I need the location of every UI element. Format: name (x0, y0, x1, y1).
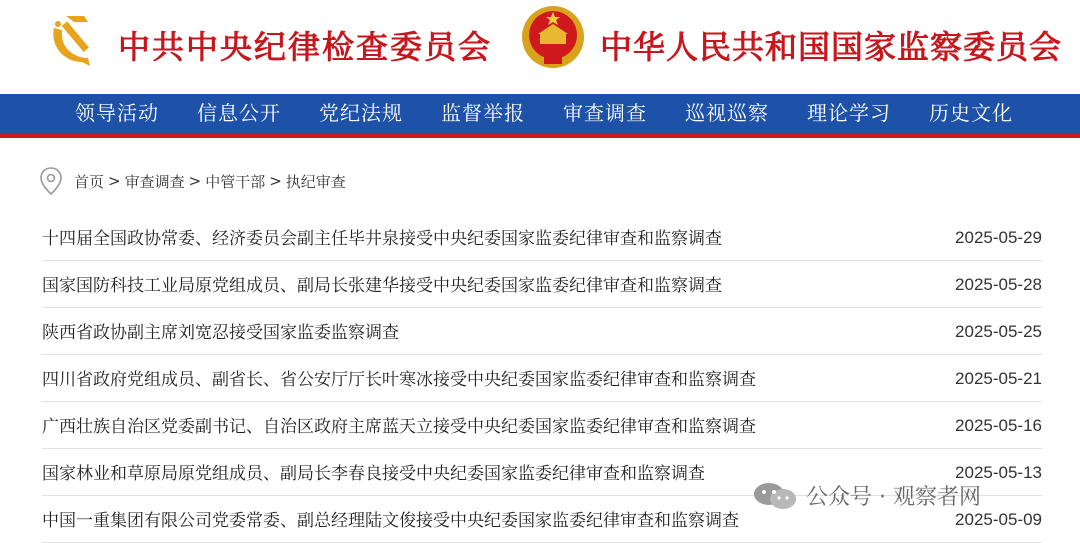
site-header (0, 0, 1080, 94)
nav-item-theory-study[interactable]: 理论学习 (807, 101, 891, 125)
article-date: 2025-05-25 (955, 322, 1042, 341)
article-title[interactable]: 广西壮族自治区党委副书记、自治区政府主席蓝天立接受中央纪委国家监委纪律审查和监察调查 (42, 417, 756, 437)
wechat-watermark (752, 480, 981, 511)
party-emblem-icon[interactable] (44, 6, 106, 68)
list-item[interactable] (42, 308, 1042, 355)
breadcrumb-central-cadres[interactable]: 中管干部 (205, 172, 266, 191)
article-date: 2025-05-13 (955, 463, 1042, 482)
article-title[interactable]: 国家国防科技工业局原党组成员、副局长张建华接受中央纪委国家监委纪律审查和监察调查 (42, 276, 722, 296)
article-title[interactable]: 中国一重集团有限公司党委常委、副总经理陆文俊接受中央纪委国家监委纪律审查和监察调查 (42, 511, 739, 531)
article-date: 2025-05-16 (955, 416, 1042, 435)
article-date: 2025-05-29 (955, 228, 1042, 247)
watermark-text: 公众号 · 观察者网 (806, 485, 981, 510)
wechat-icon (752, 481, 798, 511)
article-title[interactable]: 四川省政府党组成员、副省长、省公安厅厅长叶寒冰接受中央纪委国家监委纪律审查和监察调查 (42, 370, 756, 390)
nav-item-info-disclosure[interactable]: 信息公开 (197, 101, 281, 125)
list-item[interactable] (42, 214, 1042, 261)
nav-item-leadership[interactable]: 领导活动 (75, 101, 159, 125)
breadcrumb-separator: > (188, 172, 202, 190)
breadcrumb-investigation[interactable]: 审查调查 (124, 172, 185, 191)
list-item[interactable] (42, 261, 1042, 308)
article-title[interactable]: 陕西省政协副主席刘宽忍接受国家监委监察调查 (42, 323, 399, 343)
breadcrumb-discipline-review[interactable]: 执纪审查 (285, 172, 346, 191)
breadcrumb (40, 166, 346, 196)
article-date: 2025-05-09 (955, 510, 1042, 529)
breadcrumb-separator: > (108, 172, 121, 190)
location-pin-icon (40, 167, 62, 195)
article-date: 2025-05-28 (955, 275, 1042, 294)
nav-item-history-culture[interactable]: 历史文化 (929, 101, 1013, 125)
breadcrumb-separator: > (269, 172, 282, 190)
main-nav (0, 94, 1080, 138)
article-date: 2025-05-21 (955, 369, 1042, 388)
nav-item-inspection[interactable]: 巡视巡察 (685, 101, 769, 125)
list-item[interactable] (42, 402, 1042, 449)
list-item[interactable] (42, 355, 1042, 402)
national-emblem-icon[interactable] (520, 4, 586, 70)
nav-item-party-rules[interactable]: 党纪法规 (319, 101, 403, 125)
cpc-ccdi-title[interactable]: 中共中央纪律检查委员会 (118, 28, 493, 66)
article-title[interactable]: 十四届全国政协常委、经济委员会副主任毕井泉接受中央纪委国家监委纪律审查和监察调查 (42, 229, 722, 249)
nav-item-supervision-report[interactable]: 监督举报 (441, 101, 525, 125)
nav-item-investigation[interactable]: 审查调查 (563, 101, 647, 125)
article-title[interactable]: 国家林业和草原局原党组成员、副局长李春良接受中央纪委国家监委纪律审查和监察调查 (42, 464, 705, 484)
nsc-title[interactable]: 中华人民共和国国家监察委员会 (600, 28, 1063, 66)
breadcrumb-home[interactable]: 首页 (74, 172, 105, 191)
